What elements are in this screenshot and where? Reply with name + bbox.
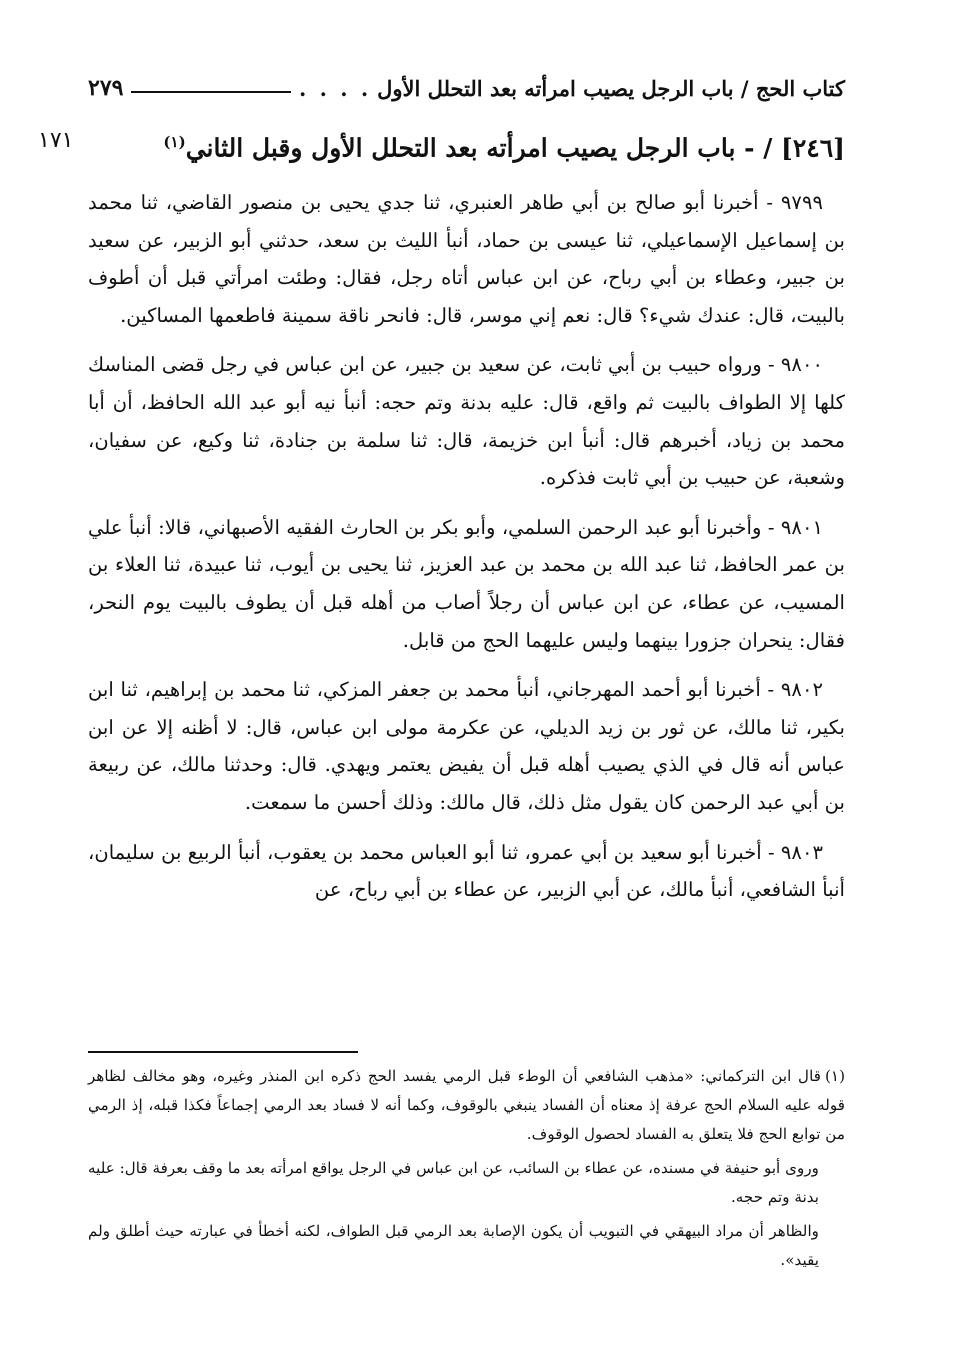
header-dots: . . . .: [298, 75, 372, 101]
chapter-title: [130, 122, 845, 168]
header-rule: [131, 91, 291, 93]
chapter-title-text: [٢٤٦] / - باب الرجل يصيب امرأته بعد التحلل الأول وقبل الثاني: [185, 133, 845, 163]
hadith-paragraph: ٩٨٠١ - وأخبرنا أبو عبد الرحمن السلمي، وأبو بكر بن الحارث الفقيه الأصبهاني، قالا: أنبأ علي بن عمر الحافظ، ثنا عبد الله بن محمد بن عبد العزيز، ثنا يحيى بن أيوب، ثنا عبيدة، ثنا العلاء بن المسيب، عن عطاء، عن ابن عباس أن رجلاً أصاب من أهله قبل أن يطوف بالبيت يوم النحر، فقال: ينحران جزورا بينهما وليس عليهما الحج من قابل.: [88, 515, 845, 652]
footnotes: [88, 1062, 845, 1280]
hadith-paragraph: ٩٨٠٢ - أخبرنا أبو أحمد المهرجاني، أنبأ محمد بن جعفر المزكي، ثنا محمد بن إبراهيم، ثنا ابن بكير، ثنا مالك، عن ثور بن زيد الديلي، عن عكرمة مولى ابن عباس، قال: لا أظنه إلا عن ابن عباس أنه قال في الذي يصيب أهله قبل أن يفيض يعتمر ويهدي. قال: وحدثنا مالك، عن ربيعة بن أبي عبد الرحمن كان يقول مثل ذلك، قال مالك: وذلك أحسن ما سمعت.: [88, 678, 845, 814]
footnote-item: [88, 1062, 845, 1149]
chapter-footnote-ref: (١): [163, 133, 186, 151]
margin-page-number: ١٧١: [38, 128, 74, 153]
footnote-separator: [88, 1051, 358, 1053]
footnote-text: قال ابن التركماني: «مذهب الشافعي أن الوطء قبل الرمي يفسد الحج ذكره ابن المنذر وغيره، وهو مخالف لظاهر قوله عليه السلام الحج عرفة إذ معناه أن الفساد ينبغي بالوقوف، وكما أنه لا فساد بعد الرمي إجماعاً فكذا قبله، إذ الرمي من توابع الحج فلا يتعلق به الفساد لحصول الوقوف.: [88, 1067, 845, 1143]
running-header: [88, 70, 845, 106]
footnote-item: والظاهر أن مراد البيهقي في التبويب أن يكون الإصابة بعد الرمي قبل الطواف، لكنه أخطأ في عبارته حيث أطلق ولم يقيد».: [88, 1222, 819, 1269]
hadith-paragraph: ٩٨٠٠ - ورواه حبيب بن أبي ثابت، عن سعيد بن جبير، عن ابن عباس في رجل قضى المناسك كلها إلا الطواف بالبيت ثم واقع، قال: عليه بدنة وتم حجه: أنبأ نيه أبو عبد الله الحافظ، أن أبا محمد بن زياد، أخبرهم قال: أنبأ ابن خزيمة، قال: ثنا سلمة بن جنادة، ثنا وكيع، عن سفيان، وشعبة، عن حبيب بن أبي ثابت فذكره.: [88, 353, 845, 490]
running-title: كتاب الحج / باب الرجل يصيب امرأته بعد التحلل الأول: [377, 75, 845, 101]
body-text: [88, 184, 845, 921]
hadith-paragraph: ٩٨٠٣ - أخبرنا أبو سعيد بن أبي عمرو، ثنا أبو العباس محمد بن يعقوب، أنبأ الربيع بن سليمان، أنبأ الشافعي، أنبأ مالك، عن أبي الزبير، عن عطاء بن أبي رباح، عن: [88, 840, 845, 902]
footnote-marker: (١): [824, 1067, 845, 1085]
hadith-paragraph: ٩٧٩٩ - أخبرنا أبو صالح بن أبي طاهر العنبري، ثنا جدي يحيى بن منصور القاضي، ثنا محمد بن إسماعيل الإسماعيلي، ثنا عيسى بن حماد، أنبأ الليث بن سعد، حدثني أبو الزبير، عن سعيد بن جبير، وعطاء بن أبي رباح، عن ابن عباس أتاه رجل، فقال: وطئت امرأتي قبل أن أطوف بالبيت، قال: عندك شيء؟ قال: نعم إني موسر، قال: فانحر ناقة سمينة فاطعمها المساكين.: [88, 191, 845, 327]
footnote-item: وروى أبو حنيفة في مسنده، عن عطاء بن السائب، عن ابن عباس في الرجل يواقع امرأته بعد ما وقف بعرفة قال: عليه بدنة وتم حجه.: [88, 1159, 819, 1206]
page-number: ٢٧٩: [88, 75, 124, 101]
